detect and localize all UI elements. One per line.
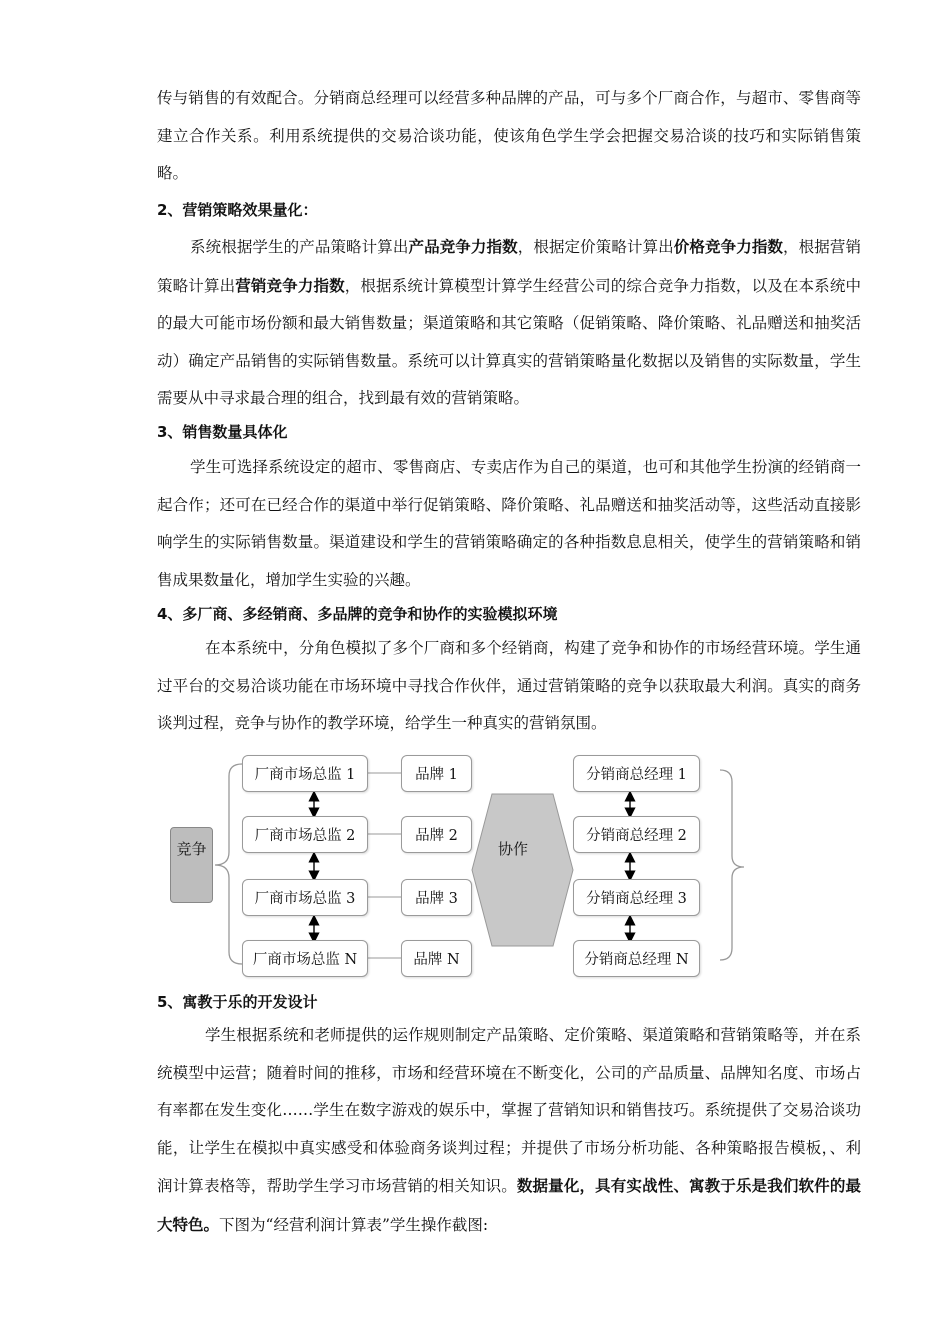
text-segment: ，根据系统计算模型计算学生经营公司的综合竞争力指数，以及在本系统中的最大可能市场份额和最大销售数量；渠道策略和其它策略（促销策略、降价策略、礼品赠送和抽奖活动）确定产品销售的实际销售数量。系统可以计算真实的营销策略量化数据以及销售的实际数量，学生需要从中寻求最合理的组合，找到最有效的营销策略。: [157, 276, 861, 407]
bold-product-index: 产品竞争力指数: [408, 237, 518, 256]
heading-marketing-quantify: 2、营销策略效果量化：: [157, 201, 318, 219]
text-segment: 系统根据学生的产品策略计算出: [190, 238, 409, 256]
manager-box-2: 厂商市场总监 2: [242, 816, 368, 853]
paragraph-distributor-role: 传与销售的有效配合。分销商总经理可以经营多种品牌的产品，可与多个厂商合作，与超市、零售商等建立合作关系。利用系统提供的交易洽谈功能，使该角色学生学会把握交易洽谈的技巧和实际销售策略。: [157, 89, 861, 182]
distributor-box-1: 分销商总经理 1: [573, 755, 700, 792]
text-segment: ，根据定价策略计算出: [517, 238, 674, 256]
paragraph-sales-quantity: 学生可选择系统设定的超市、零售商店、专卖店作为自己的渠道，也可和其他学生扮演的经销商一起合作；还可在已经合作的渠道中举行促销策略、降价策略、礼品赠送和抽奖活动等，这些活动直接影响学生的实际销售数量。渠道建设和学生的营销策略确定的各种指数息息相关，使学生的营销策略和销售成果数量化，增加学生实验的兴趣。: [157, 458, 861, 589]
heading-sales-quantity: 3、销售数量具体化: [157, 423, 288, 441]
cooperation-double-arrow: [472, 794, 573, 946]
bold-price-index: 价格竞争力指数: [673, 237, 784, 256]
heading-competition-environment: 4、多厂商、多经销商、多品牌的竞争和协作的实验模拟环境: [157, 605, 558, 623]
bold-feature-statement: 数据量化，具有实战性、寓教于乐是我们软件的最大特色。: [157, 1176, 861, 1234]
manager-box-n: 厂商市场总监 N: [242, 940, 368, 977]
text-segment: ，根据营销策略计算出: [157, 238, 861, 295]
manager-box-3: 厂商市场总监 3: [242, 879, 368, 916]
paragraph-competition-environment: 在本系统中，分角色模拟了多个厂商和多个经销商，构建了竞争和协作的市场经营环境。学生通过平台的交易洽谈功能在市场环境中寻找合作伙伴，通过营销策略的竞争以获取最大利润。真实的商务谈判过程，竞争与协作的教学环境，给学生一种真实的营销氛围。: [157, 639, 861, 732]
brand-box-2: 品牌 2: [401, 816, 472, 853]
brand-box-1: 品牌 1: [401, 755, 472, 792]
paragraph-edutainment-design: [157, 1017, 861, 1244]
brand-box-n: 品牌 N: [401, 940, 472, 977]
distributor-box-3: 分销商总经理 3: [573, 879, 700, 916]
text-segment: 下图为“经营利润计算表”学生操作截图:: [219, 1215, 489, 1234]
brand-box-3: 品牌 3: [401, 879, 472, 916]
right-brace: [720, 770, 744, 960]
distributor-box-n: 分销商总经理 N: [573, 940, 700, 977]
manager-box-1: 厂商市场总监 1: [242, 755, 368, 792]
competition-cooperation-diagram: [165, 752, 745, 984]
left-brace: [215, 764, 242, 964]
competition-box: 竞争: [170, 827, 213, 903]
cooperation-label: 协作: [498, 840, 529, 858]
heading-edutainment-design: 5、寓教于乐的开发设计: [157, 993, 318, 1011]
text-segment: 学生根据系统和老师提供的运作规则制定产品策略、定价策略、渠道策略和营销策略等，并在系统模型中运营；随着时间的推移，市场和经营环境在不断变化，公司的产品质量、品牌知名度、市场占有率都在发生变化……学生在数字游戏的娱乐中，掌握了营销知识和销售技巧。系统提供了交易洽谈功能，让学生在模拟中真实感受和体验商务谈判过程；并提供了市场分析功能、各种策略报告模板，、利润计算表格等，帮助学生学习市场营销的相关知识。: [157, 1026, 861, 1195]
paragraph-marketing-quantify: [157, 228, 861, 418]
bold-marketing-index: 营销竞争力指数: [235, 275, 345, 295]
distributor-box-2: 分销商总经理 2: [573, 816, 700, 853]
